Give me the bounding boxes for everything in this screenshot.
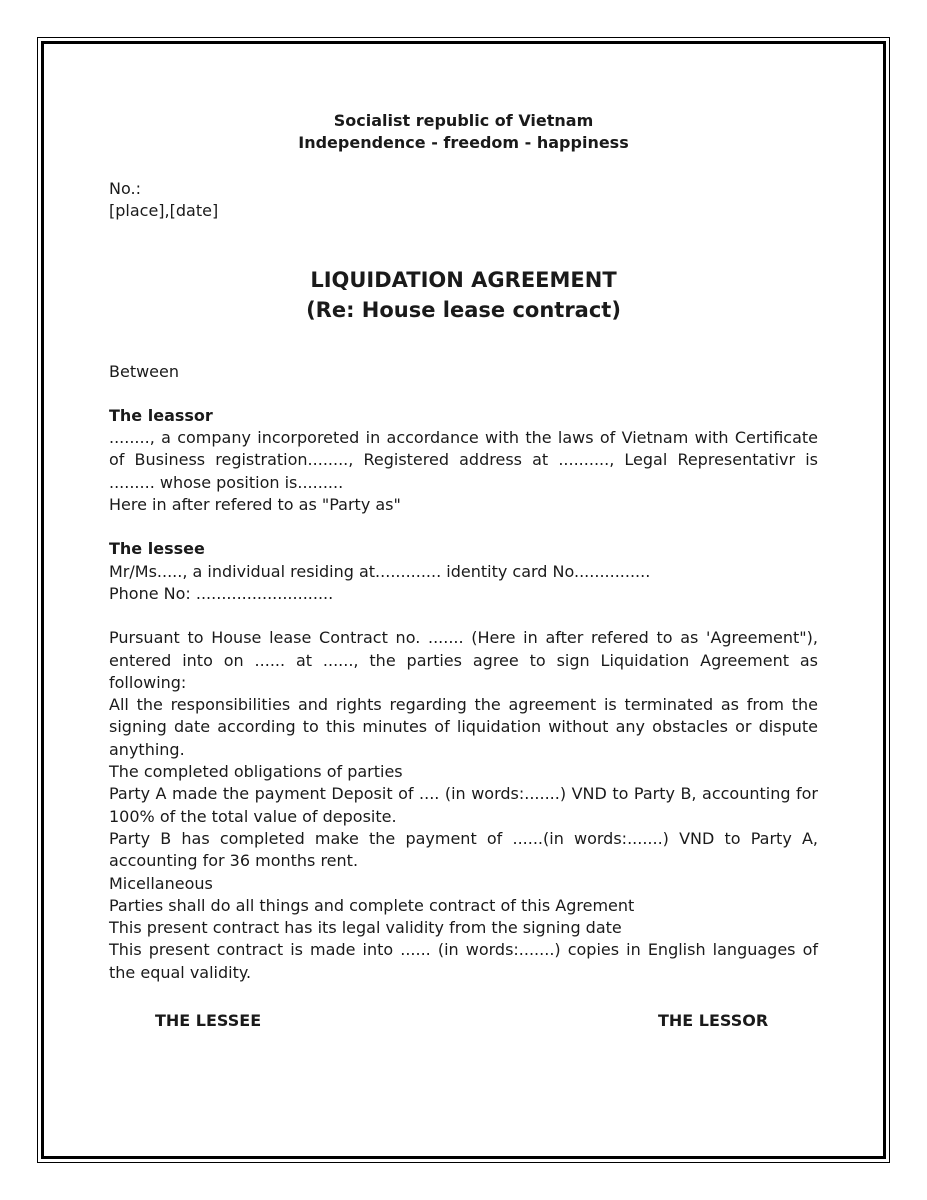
leassor-section xyxy=(109,405,818,516)
document-title xyxy=(109,265,818,325)
header-motto: Independence - freedom - happiness xyxy=(298,133,629,152)
lessee-details: Mr/Ms....., a individual residing at............. identity card No............... xyxy=(109,561,651,581)
title-main: LIQUIDATION AGREEMENT xyxy=(310,267,617,292)
copies-paragraph: This present contract is made into ...... (in words:.......) copies in English languages of the equal validity. xyxy=(109,940,818,982)
leassor-heading: The leassor xyxy=(109,405,213,425)
party-b-paragraph: Party B has completed make the payment of ......(in words:.......) VND to Party A, accounting for 36 months rent. xyxy=(109,828,818,871)
validity-paragraph: This present contract has its legal validity from the signing date xyxy=(109,918,622,938)
responsibilities-paragraph: All the responsibilities and rights regarding the agreement is terminated as from the signing date according to this minutes of liquidation without any obstacles or dispute anything. xyxy=(109,695,818,759)
micellaneous-heading: Micellaneous xyxy=(109,873,213,893)
lessee-signature-label: THE LESSEE xyxy=(155,1011,262,1030)
lessee-section xyxy=(109,538,818,605)
pursuant-paragraph: Pursuant to House lease Contract no. ....... (Here in after refered to as 'Agreement"), entered into on ...... at ......, the parties agree to sign Liquidation Agreement as following: xyxy=(109,628,818,692)
between-label: Between xyxy=(109,361,180,381)
place-date: [place],[date] xyxy=(109,201,219,221)
leassor-refer: Here in after refered to as "Party as" xyxy=(109,495,401,515)
agreement-body xyxy=(109,627,818,984)
lessee-heading: The lessee xyxy=(109,539,205,559)
completed-obligations: The completed obligations of parties xyxy=(109,762,403,782)
party-a-paragraph: Party A made the payment Deposit of .... (in words:.......) VND to Party B, accounting for 100% of the total value of deposite. xyxy=(109,784,818,826)
document-number: No.: xyxy=(109,179,141,198)
leassor-description: ........, a company incorporeted in accordance with the laws of Vietnam with Certificate of Business registration........, Registered address at .........., Legal Representativr is ......... whose position is......... xyxy=(109,428,818,492)
lessor-signature-label: THE LESSOR xyxy=(658,1011,769,1030)
title-subject: (Re: House lease contract) xyxy=(306,297,621,322)
document-meta xyxy=(109,178,818,223)
document-body xyxy=(109,110,818,984)
national-header xyxy=(109,110,818,154)
header-country: Socialist republic of Vietnam xyxy=(333,111,594,130)
lessee-phone: Phone No: ........................... xyxy=(109,583,334,603)
parties-paragraph: Parties shall do all things and complete contract of this Agrement xyxy=(109,895,635,915)
